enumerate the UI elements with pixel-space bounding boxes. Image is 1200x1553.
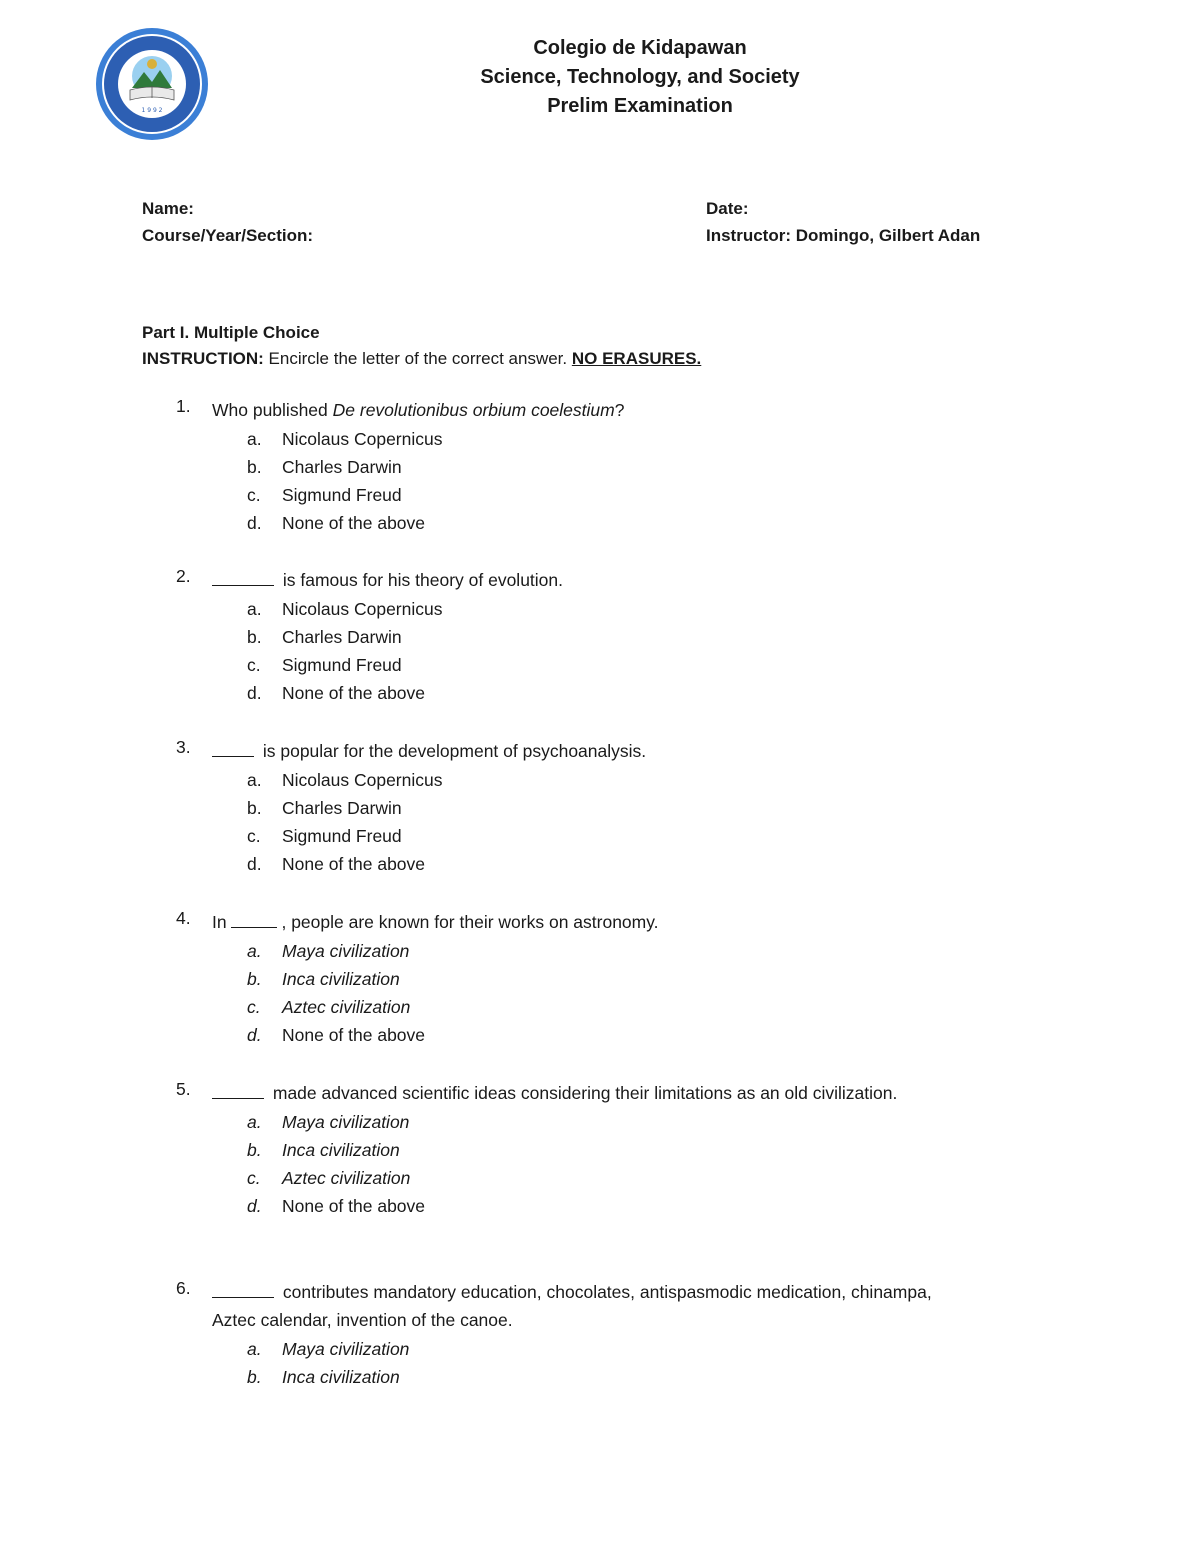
instruction-line — [142, 346, 701, 372]
exam-title: Prelim Examination — [547, 95, 733, 117]
question-number: 6. — [176, 1278, 191, 1298]
part-one-heading — [142, 320, 701, 372]
course-title: Science, Technology, and Society — [480, 66, 800, 88]
question-number: 5. — [176, 1079, 191, 1099]
answer-blank — [212, 1279, 274, 1298]
school-name: Colegio de Kidapawan — [533, 37, 747, 59]
question-stem: In , people are known for their works on astronomy. — [212, 908, 1042, 936]
question-number: 3. — [176, 737, 191, 757]
student-info — [142, 195, 313, 249]
no-erasures-note: NO ERASURES. — [571, 349, 702, 368]
question-number: 2. — [176, 566, 191, 586]
answer-blank — [212, 738, 254, 757]
question-stem: made advanced scientific ideas considering their limitations as an old civilization. — [212, 1079, 1042, 1107]
question-stem: is popular for the development of psychoanalysis. — [212, 737, 1042, 765]
svg-text:1 9 9 2: 1 9 9 2 — [141, 107, 163, 114]
exam-info — [706, 195, 980, 249]
question-stem: Who published De revolutionibus orbium coelestium? — [212, 400, 625, 420]
course-year-section-label: Course/Year/Section: — [142, 226, 314, 245]
instructor-label: Instructor: Domingo, Gilbert Adan — [706, 226, 981, 245]
answer-blank — [212, 1080, 264, 1099]
answer-blank — [231, 909, 277, 928]
question-stem: is famous for his theory of evolution. — [212, 566, 1042, 594]
date-label: Date: — [706, 199, 749, 218]
question-number: 1. — [176, 396, 191, 416]
instruction-label: INSTRUCTION: — [142, 349, 264, 368]
part-title: Part I. Multiple Choice — [142, 323, 320, 342]
school-logo — [94, 26, 210, 142]
answer-blank — [212, 567, 274, 586]
question-stem: contributes mandatory education, chocolates, antispasmodic medication, chinampa, Aztec calendar, invention of the canoe. — [212, 1278, 1042, 1334]
question-number: 4. — [176, 908, 191, 928]
name-label: Name: — [142, 199, 194, 218]
document-header — [440, 34, 840, 121]
instruction-text: Encircle the letter of the correct answer. — [263, 349, 572, 368]
